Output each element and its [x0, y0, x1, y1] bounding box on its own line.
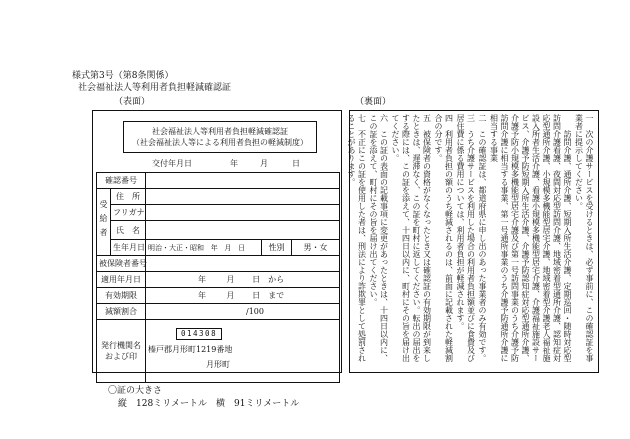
dob-day-label: 日 — [238, 243, 246, 252]
note-6: 六 この証の表面の記載事項に変更があったときは、十四日以内に、この証を添えて、町村にその旨を届け出てください。 — [369, 114, 389, 362]
issuer-label: 発行機関名 および印 — [97, 320, 146, 383]
confirm-no-label: 確認番号 — [97, 173, 146, 189]
furigana-label: フリガナ — [111, 205, 146, 221]
note-2: 二 この確認証は、都道府県に申し出のあった事業者のみ有効です。 — [478, 114, 487, 362]
dob-value — [146, 240, 262, 256]
size-value: 縦 128ミリメートル 横 91ミリメートル — [118, 399, 300, 409]
table-row — [97, 320, 340, 383]
table-row — [97, 240, 340, 256]
apply-date-value: 年 月 日 から — [146, 272, 340, 288]
dob-label: 生年月日 — [111, 240, 146, 256]
note-1-services: 訪問介護、通所介護、短期入所生活介護、定期巡回・随時対応型訪問介護看護、夜間対応型訪問介護、地域密着型通所介護、認知症対応型通所介護、小規模多機能型居宅介護、地域密着型介護老人福祉施設入所者生活介護、看護小規模多機能型居宅介護、介護福祉施設サービス、介護予防短期入所生活介護、介護予防認知症対応型通所介護、介護予防小規模多機能型居宅介護及び第一号訪問事業のうち介護予防訪問介護に相当する事業、第一号通所事業のうち介護予防通所介護に相当する事業 — [489, 114, 572, 362]
furigana-value — [146, 205, 340, 221]
document-title: 社会福祉法人等利用者負担軽減確認証 — [78, 83, 232, 93]
insured-no-label: 被保険者番号 — [97, 256, 146, 272]
table-row — [97, 221, 340, 240]
note-1: 一 次の介護サービスを受けるときは、必ず事前に、この確認証を事業者に提示してください。 — [574, 114, 594, 362]
name-value — [146, 221, 340, 240]
valid-until-label: 有効期限 — [97, 288, 146, 304]
table-row — [97, 173, 340, 189]
card-title-line-1: 社会福祉法人等利用者負担軽減確認証 — [152, 127, 288, 136]
front-form-table — [96, 172, 340, 383]
table-row — [97, 272, 340, 288]
reduction-rate-label: 減額割合 — [97, 304, 146, 320]
table-row — [97, 256, 340, 272]
table-row — [97, 189, 340, 205]
dob-era: 明治・大正・昭和 — [148, 243, 204, 252]
card-title-box — [123, 121, 317, 153]
address-label: 住 所 — [111, 189, 146, 205]
valid-until-value: 年 月 日 まで — [146, 288, 340, 304]
note-7: 七 不正にこの証を使用した者は、刑法により詐欺罪として処罰されることがあります。 — [347, 114, 367, 362]
confirm-no-value — [146, 173, 340, 189]
table-row — [97, 205, 340, 221]
dob-month-label: 月 — [224, 243, 232, 252]
dob-year-label: 年 — [210, 243, 218, 252]
back-side-label: （裏面） — [355, 97, 392, 107]
note-3: 三 うち介護サービスを利用した場合の利用者負担額並びに食費及び居住費に係る費用については、利用者負担が軽減されます。 — [456, 114, 476, 362]
sex-value: 男・女 — [292, 240, 340, 256]
size-heading: 〇証の大きさ — [108, 386, 163, 396]
table-row — [97, 288, 340, 304]
address-value — [146, 189, 340, 205]
issue-month-label: 月 — [260, 159, 268, 168]
front-side-label: （表面） — [114, 97, 151, 107]
card-title-line-2: （社会福祉法人等による利用者負担の軽減制度） — [132, 138, 308, 147]
note-4: 四 利用者負担の額のうち軽減されるのは、前面に記載された軽減割合の分です。 — [434, 114, 454, 362]
beneficiary-label: 受給者 — [97, 189, 111, 256]
sex-label: 性別 — [262, 240, 292, 256]
issue-day-label: 日 — [292, 159, 300, 168]
form-number: 様式第3号（第8条関係） — [72, 71, 174, 81]
insured-no-value — [146, 256, 340, 272]
issuer-value — [146, 320, 340, 383]
note-5: 五 被保険者の資格がなくなったとき又は確認証の有効期限が到来したときは、遅滞なく、この証を町村に返してください。転出の届出をする際には、この証を添えて、十四日以内に、町村にその旨を届け出てください。 — [391, 114, 432, 362]
name-label: 氏 名 — [111, 221, 146, 240]
apply-date-label: 適用年月日 — [97, 272, 146, 288]
issuer-address: 榛戸郡月形町1219番地 — [148, 345, 233, 354]
table-row — [97, 304, 340, 320]
reduction-rate-value: /100 — [146, 304, 340, 320]
issue-year-label: 年 — [230, 159, 238, 168]
issue-date-label: 交付年月日 — [152, 159, 192, 168]
back-notes — [347, 114, 594, 366]
issuer-name: 月形町 — [206, 360, 230, 369]
issuer-code-box: 014308 — [176, 328, 222, 340]
